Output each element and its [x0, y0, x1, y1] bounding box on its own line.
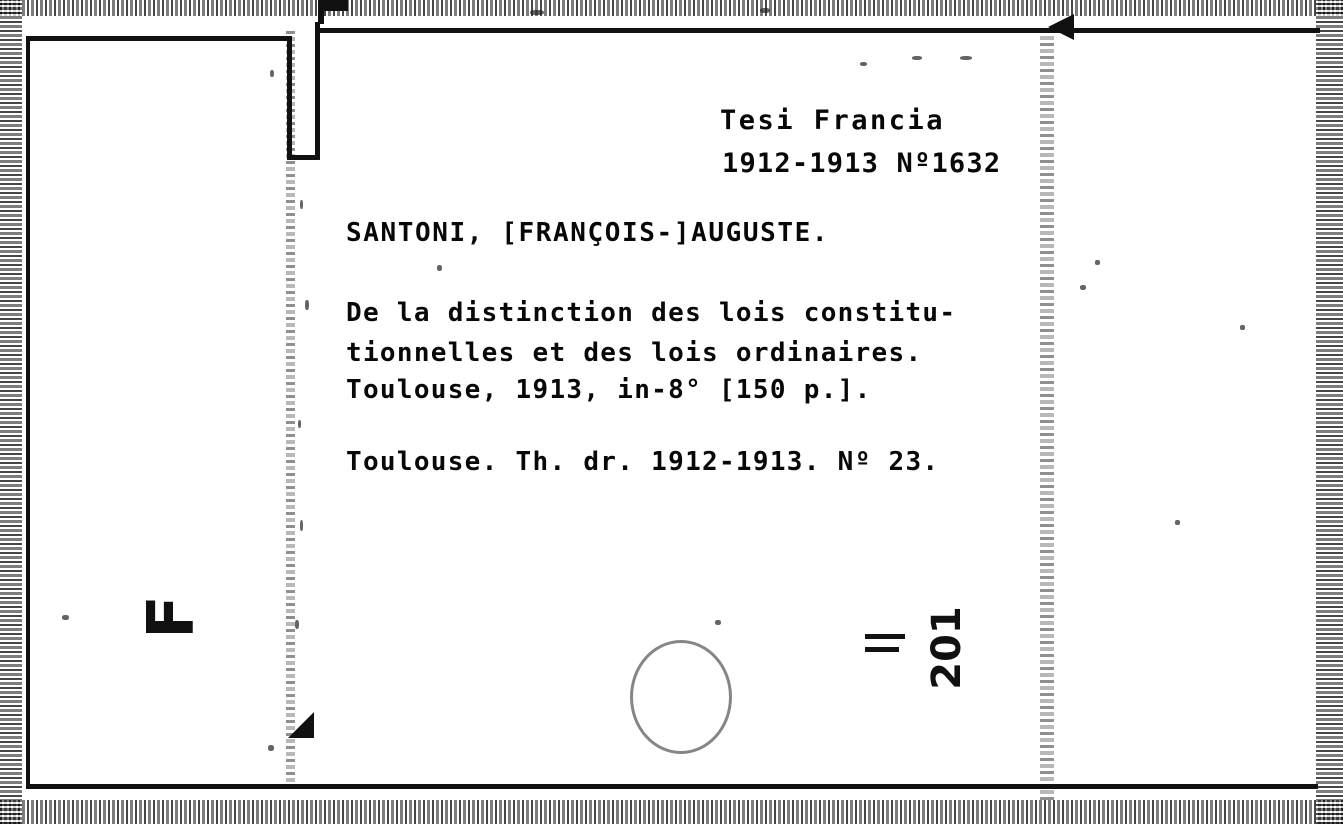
card-border-top-right	[318, 28, 1320, 33]
scan-edge-top	[0, 0, 1343, 16]
title-line-1: De la distinction des lois constitu-	[346, 298, 957, 328]
title-line-2: tionnelles et des lois ordinaires.	[346, 338, 923, 368]
scan-edge-left	[0, 0, 22, 824]
card-border-bottom	[26, 784, 1318, 789]
speck	[305, 300, 309, 310]
number-stamp-201: 201	[923, 606, 970, 690]
speck	[715, 620, 721, 625]
letter-stamp-f: F	[134, 595, 209, 639]
speck	[1095, 260, 1100, 265]
card-border-top-left	[26, 36, 291, 41]
speck	[268, 745, 274, 751]
author-line: SANTONI, [FRANÇOIS-]AUGUSTE.	[346, 218, 830, 248]
title-line-3: Toulouse, 1913, in-8° [150 p.].	[346, 375, 872, 405]
speck	[298, 420, 301, 428]
speck	[860, 62, 867, 66]
speck	[295, 620, 299, 629]
card-notch-vertical-inner	[315, 22, 320, 160]
speck	[437, 265, 442, 271]
card-fold-right	[1040, 28, 1054, 800]
triangle-mark-top-right	[1048, 14, 1074, 40]
speck	[62, 615, 69, 620]
speck	[912, 56, 922, 60]
dash-marks-icon	[865, 630, 907, 656]
card-border-left	[26, 36, 30, 788]
speck	[1240, 325, 1245, 330]
speck	[530, 10, 544, 15]
speck	[760, 8, 770, 13]
card-notch-vertical	[287, 36, 292, 160]
speck	[270, 70, 274, 77]
speck	[1175, 520, 1180, 525]
scan-edge-right	[1316, 0, 1343, 824]
speck	[300, 200, 303, 209]
thesis-note-line: Toulouse. Th. dr. 1912-1913. Nº 23.	[346, 447, 940, 477]
ring-smudge	[630, 640, 732, 754]
speck	[960, 56, 972, 60]
speck	[1080, 285, 1086, 290]
collection-heading: Tesi Francia	[720, 105, 946, 136]
reference-number: 1912-1913 Nº1632	[722, 148, 1002, 179]
scan-edge-bottom	[0, 800, 1343, 824]
speck	[300, 520, 303, 531]
card-tab-cap	[318, 0, 348, 11]
triangle-mark-bottom-left	[288, 712, 314, 738]
